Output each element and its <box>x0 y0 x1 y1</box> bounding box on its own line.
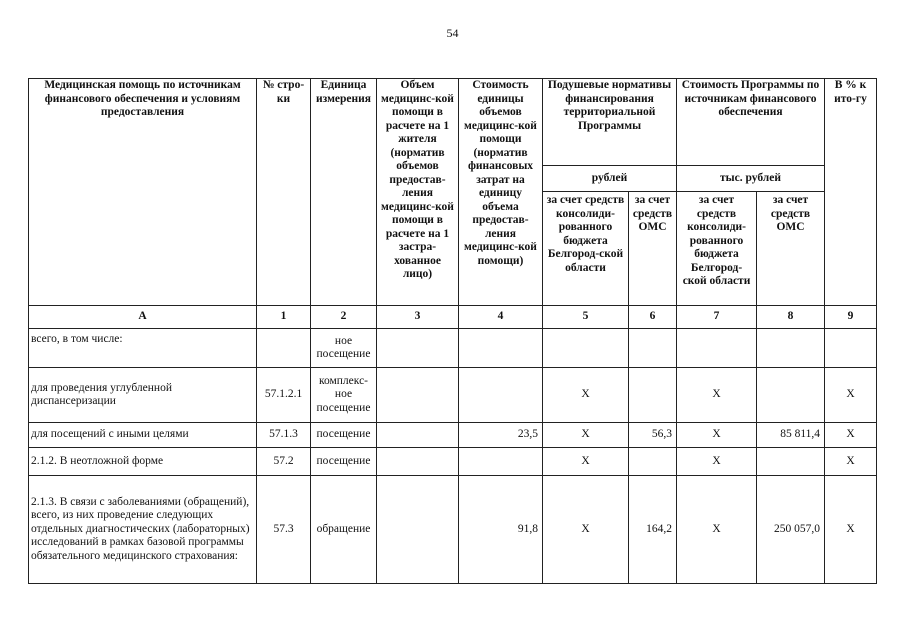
row-budget-cost <box>677 329 757 368</box>
row-percent: Х <box>825 448 877 476</box>
row-percent <box>825 329 877 368</box>
row-percent: Х <box>825 476 877 584</box>
header-col-1: № стро-ки <box>257 79 311 306</box>
index-cell: А <box>29 306 257 329</box>
table-row <box>29 423 877 448</box>
header-unit-rubles: рублей <box>543 166 677 192</box>
index-cell: 1 <box>257 306 311 329</box>
row-percent: Х <box>825 423 877 448</box>
row-budget-cost: Х <box>677 368 757 423</box>
row-oms-cost: 85 811,4 <box>757 423 825 448</box>
header-col-a: Медицинская помощь по источникам финансового обеспечения и условиям предоставления <box>29 79 257 306</box>
row-oms-per-capita: 164,2 <box>629 476 677 584</box>
column-index-row <box>29 306 877 329</box>
row-budget-per-capita: Х <box>543 476 629 584</box>
row-oms-cost: 250 057,0 <box>757 476 825 584</box>
row-line-number <box>257 329 311 368</box>
row-unit: посещение <box>311 423 377 448</box>
header-col-4: Стоимость единицы объемов медицинс-кой помощи (норматив финансовых затрат на единицу объема предостав-ления медицинс-кой помощи) <box>459 79 543 306</box>
row-unit-cost: 23,5 <box>459 423 543 448</box>
header-col-9: В % к ито-гу <box>825 79 877 306</box>
row-unit-cost <box>459 329 543 368</box>
header-col-8: за счет средств ОМС <box>757 192 825 306</box>
header-col-2: Единица измерения <box>311 79 377 306</box>
row-unit-cost <box>459 368 543 423</box>
index-cell: 6 <box>629 306 677 329</box>
row-oms-cost <box>757 329 825 368</box>
row-line-number: 57.1.3 <box>257 423 311 448</box>
row-name: 2.1.3. В связи с заболеваниями (обращений), всего, из них проведение следующих отдельных диагностических (лабораторных) исследований в рамках базовой программы обязательного медицинского страхования: <box>29 476 257 584</box>
row-unit: ное посещение <box>311 329 377 368</box>
row-unit-cost: 91,8 <box>459 476 543 584</box>
page-number: 54 <box>446 26 459 40</box>
row-volume <box>377 368 459 423</box>
row-name: для проведения углубленной диспансеризации <box>29 368 257 423</box>
index-cell: 5 <box>543 306 629 329</box>
index-cell: 3 <box>377 306 459 329</box>
index-cell: 4 <box>459 306 543 329</box>
row-budget-cost: Х <box>677 423 757 448</box>
table-row <box>29 476 877 584</box>
row-oms-per-capita <box>629 448 677 476</box>
row-unit: комплекс-ное посещение <box>311 368 377 423</box>
row-volume <box>377 448 459 476</box>
table-row <box>29 368 877 423</box>
row-oms-per-capita: 56,3 <box>629 423 677 448</box>
row-line-number: 57.3 <box>257 476 311 584</box>
row-budget-cost: Х <box>677 448 757 476</box>
index-cell: 7 <box>677 306 757 329</box>
row-name: для посещений с иными целями <box>29 423 257 448</box>
row-budget-per-capita: Х <box>543 423 629 448</box>
header-col-5: за счет средств консолиди-рованного бюджета Белгород-ской области <box>543 192 629 306</box>
header-col-7: за счет средств консолиди-рованного бюджета Белгород-ской области <box>677 192 757 306</box>
row-volume <box>377 476 459 584</box>
row-percent: Х <box>825 368 877 423</box>
row-unit: обращение <box>311 476 377 584</box>
index-cell: 9 <box>825 306 877 329</box>
index-cell: 8 <box>757 306 825 329</box>
row-oms-cost <box>757 368 825 423</box>
row-name: 2.1.2. В неотложной форме <box>29 448 257 476</box>
header-group-program-cost: Стоимость Программы по источникам финансового обеспечения <box>677 79 825 166</box>
row-line-number: 57.2 <box>257 448 311 476</box>
table-row <box>29 448 877 476</box>
row-budget-per-capita: Х <box>543 448 629 476</box>
row-name: всего, в том числе: <box>29 329 257 368</box>
row-budget-cost: Х <box>677 476 757 584</box>
table-row <box>29 329 877 368</box>
row-line-number: 57.1.2.1 <box>257 368 311 423</box>
row-oms-cost <box>757 448 825 476</box>
index-cell: 2 <box>311 306 377 329</box>
header-col-6: за счет средств ОМС <box>629 192 677 306</box>
row-budget-per-capita: Х <box>543 368 629 423</box>
financing-table <box>28 78 877 584</box>
header-col-3: Объем медицинс-кой помощи в расчете на 1 жителя (норматив объемов предостав-ления медицинс-кой помощи в расчете на 1 застра-хованное лицо) <box>377 79 459 306</box>
row-oms-per-capita <box>629 368 677 423</box>
row-volume <box>377 329 459 368</box>
header-unit-thousand-rubles: тыс. рублей <box>677 166 825 192</box>
row-unit: посещение <box>311 448 377 476</box>
row-oms-per-capita <box>629 329 677 368</box>
row-unit-cost <box>459 448 543 476</box>
row-volume <box>377 423 459 448</box>
header-group-per-capita: Подушевые нормативы финансирования территориальной Программы <box>543 79 677 166</box>
row-budget-per-capita <box>543 329 629 368</box>
